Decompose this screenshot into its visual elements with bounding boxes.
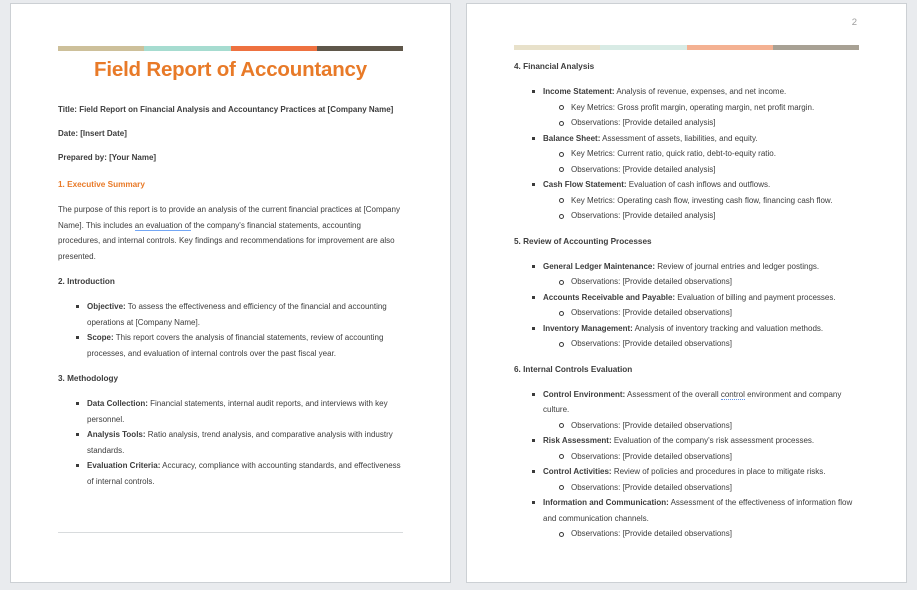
internal-controls-list [514,387,859,542]
stripe-segment-tan [58,46,144,51]
bullet-item [87,330,403,361]
sub-bullet-item: Observations: [Provide detailed analysis] [571,208,859,224]
grammar-suggestion-underline[interactable]: an evaluation of [134,220,192,230]
bullet-lead: Income Statement: [543,87,615,96]
sub-bullet-item: Observations: [Provide detailed observations] [571,305,859,321]
sub-bullet-item: Key Metrics: Gross profit margin, operating margin, net profit margin. [571,100,859,116]
sub-list [543,305,859,321]
bullet-item [543,259,859,290]
stripe-segment-brown [773,45,859,50]
sub-bullet-item: Observations: [Provide detailed observations] [571,274,859,290]
bullet-item [543,131,859,178]
bullet-item [87,299,403,330]
bullet-lead: General Ledger Maintenance: [543,261,656,271]
section-heading-methodology: 3. Methodology [58,374,119,383]
spelling-suggestion-underline[interactable]: control [720,389,745,399]
paragraph-text: The purpose of this report is to provide an analysis of the current financial practices at [Company Name]. This includes [58,205,400,230]
introduction-list [58,299,403,361]
bullet-text: Assessment of assets, liabilities, and equity. [600,133,758,143]
section-heading-internal-controls: 6. Internal Controls Evaluation [514,364,633,374]
bullet-lead: Control Activities: [543,467,612,476]
bullet-lead: Evaluation Criteria: [87,461,161,470]
sub-bullet-item: Observations: [Provide detailed analysis] [571,162,859,178]
bullet-text: Review of journal entries and ledger postings. [655,261,820,271]
section-heading-financial-analysis: 4. Financial Analysis [514,62,595,71]
stripe-segment-orange [231,46,317,51]
bullet-item [543,464,859,495]
bullet-lead: Inventory Management: [543,323,633,333]
bullet-item [543,387,859,434]
header-stripe [58,46,403,51]
executive-summary-paragraph [58,202,403,264]
page-number: 2 [851,17,857,28]
sub-list [543,146,859,177]
bullet-lead: Risk Assessment: [543,436,612,445]
sub-bullet-item: Observations: [Provide detailed observations] [571,336,859,352]
bullet-lead: Analysis Tools: [87,430,146,439]
sub-bullet-item: Key Metrics: Operating cash flow, investing cash flow, financing cash flow. [571,193,859,209]
bullet-text: Accuracy, compliance with accounting standards, and effectiveness of internal controls. [87,461,401,486]
stripe-segment-orange [687,45,773,50]
section-heading-executive-summary: 1. Executive Summary [58,180,145,189]
sub-list [543,449,859,465]
bullet-item [87,427,403,458]
bullet-text: Evaluation of cash inflows and outflows. [626,180,771,189]
bullet-text: Analysis of inventory tracking and valuation methods. [632,323,824,333]
meta-date-line: Date: [Insert Date] [58,129,127,138]
stripe-segment-teal [600,45,686,50]
methodology-list [58,396,403,489]
sub-list [543,526,859,542]
accounting-processes-list [514,259,859,352]
bullet-item [87,458,403,489]
bullet-text: Assessment of the overall [625,389,721,399]
bullet-lead: Balance Sheet: [543,133,601,143]
bullet-item [543,177,859,224]
stripe-segment-brown [317,46,403,51]
bullet-lead: Scope: [87,333,114,342]
meta-title-line: Title: Field Report on Financial Analysis and Accountancy Practices at [Company Name] [58,105,394,114]
sub-bullet-item: Observations: [Provide detailed analysis] [571,115,859,131]
bullet-item [543,495,859,542]
sub-list [543,480,859,496]
sub-list [543,336,859,352]
bullet-text: To assess the effectiveness and efficiency of the financial and accounting operations at [Company Name]. [87,302,387,327]
bullet-lead: Information and Communication: [543,498,669,507]
bullet-item [543,433,859,464]
document-page-1 [10,3,451,583]
meta-prepared-by-line: Prepared by: [Your Name] [58,153,157,162]
financial-analysis-list [514,84,859,224]
bullet-text: Financial statements, internal audit reports, and interviews with key personnel. [87,399,388,424]
bullet-item [543,321,859,352]
header-stripe [514,45,859,50]
stripe-segment-tan [514,45,600,50]
sub-list [543,274,859,290]
footer-divider [58,532,403,533]
bullet-lead: Accounts Receivable and Payable: [543,292,676,302]
stripe-segment-teal [144,46,230,51]
sub-bullet-item: Observations: [Provide detailed observations] [571,526,859,542]
bullet-text: This report covers the analysis of financial statements, review of accounting processes, and evaluation of internal controls over the past fiscal year. [87,333,384,358]
bullet-item [87,396,403,427]
section-heading-accounting-processes: 5. Review of Accounting Processes [514,236,652,246]
bullet-lead: Cash Flow Statement: [543,180,627,189]
bullet-text: Evaluation of the company's risk assessment processes. [611,436,815,445]
bullet-text: Assessment of the effectiveness of information flow and communication channels. [543,498,853,523]
bullet-text: Review of policies and procedures in place to mitigate risks. [611,467,826,476]
document-page-2 [466,3,907,583]
bullet-item [543,84,859,131]
paragraph-text: the company's financial statements, accounting procedures, and internal controls. Key findings and recommendations for improvement are also presented. [58,220,395,261]
bullet-text: Ratio analysis, trend analysis, and comparative analysis with industry standards. [87,430,393,455]
sub-list [543,100,859,131]
meta-block [58,100,403,167]
sub-bullet-item: Observations: [Provide detailed observations] [571,418,859,434]
sub-list [543,193,859,224]
bullet-text: Analysis of revenue, expenses, and net income. [614,87,787,96]
bullet-lead: Control Environment: [543,389,626,399]
section-heading-introduction: 2. Introduction [58,277,115,286]
sub-bullet-item: Observations: [Provide detailed observations] [571,449,859,465]
bullet-text: Evaluation of billing and payment processes. [675,292,836,302]
bullet-text: environment and company culture. [543,389,842,414]
bullet-item [543,290,859,321]
bullet-lead: Data Collection: [87,399,148,408]
document-title: Field Report of Accountancy [94,58,367,81]
sub-bullet-item: Key Metrics: Current ratio, quick ratio, debt-to-equity ratio. [571,146,859,162]
bullet-lead: Objective: [87,302,126,311]
sub-list [543,418,859,434]
sub-bullet-item: Observations: [Provide detailed observations] [571,480,859,496]
